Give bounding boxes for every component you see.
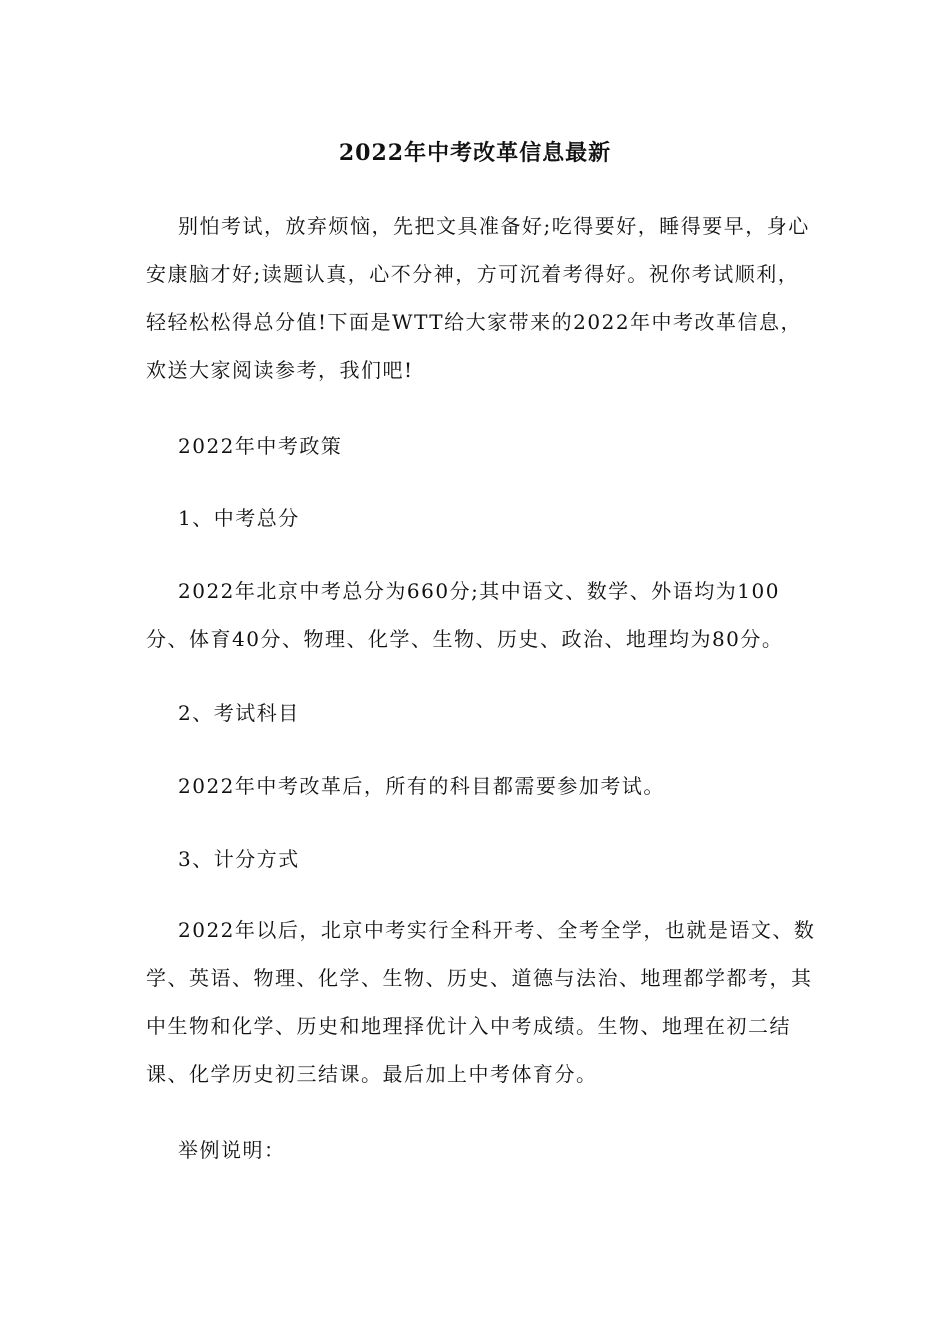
intro-paragraph: 别怕考试，放弃烦恼，先把文具准备好;吃得要好，睡得要早，身心安康脑才好;读题认真，心不分神，方可沉着考得好。祝你考试顺利，轻轻松松得总分值!下面是WTT给大家带来的2022年中考改革信息，欢送大家阅读参考，我们吧! [146,214,810,382]
subheading-scoring-method: 3、计分方式 [178,847,300,871]
subheading-total-score: 1、中考总分 [178,506,300,530]
document-title: 2022年中考改革信息最新 [338,140,612,166]
paragraph-example-intro: 举例说明： [178,1138,286,1162]
subheading-exam-subjects: 2、考试科目 [178,701,300,725]
paragraph-total-score: 2022年北京中考总分为660分;其中语文、数学、外语均为100分、体育40分、物理、化学、生物、历史、政治、地理均为80分。 [146,579,784,651]
paragraph-exam-subjects: 2022年中考改革后，所有的科目都需要参加考试。 [178,774,665,798]
paragraph-scoring-method: 2022年以后，北京中考实行全科开考、全考全学，也就是语文、数学、英语、物理、化学、生物、历史、道德与法治、地理都学都考，其中生物和化学、历史和地理择优计入中考成绩。生物、地理在初二结课、化学历史初三结课。最后加上中考体育分。 [146,918,816,1086]
section-heading-policy: 2022年中考政策 [178,434,343,458]
